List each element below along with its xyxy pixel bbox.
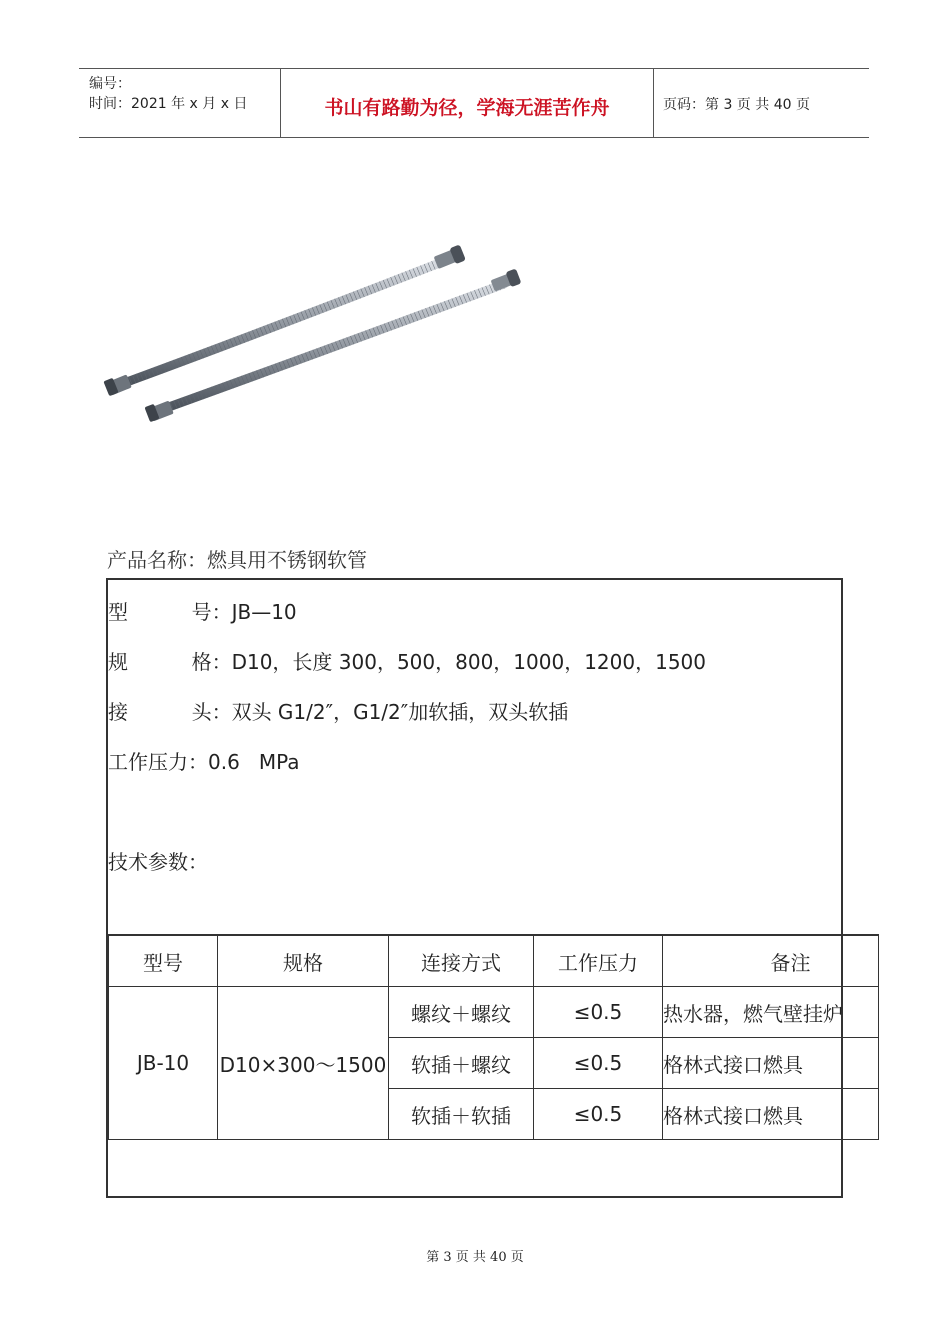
cell-pressure: ≤0.5: [534, 1089, 663, 1140]
product-photo-hoses: [100, 238, 530, 438]
number-label: 编号：: [89, 76, 131, 92]
cell-note: 热水器，燃气壁挂炉: [663, 987, 879, 1038]
header-page-cell: [653, 69, 869, 137]
header-cell-connection: 连接方式: [389, 935, 534, 987]
cell-model: JB-10: [109, 987, 218, 1140]
header-motto: 书山有路勤为径，学海无涯苦作舟: [324, 97, 610, 119]
header-meta: [79, 69, 280, 137]
cell-note: 格林式接口燃具: [663, 1038, 879, 1089]
cell-pressure: ≤0.5: [534, 1038, 663, 1089]
product-name: 产品名称：燃具用不锈钢软管: [107, 548, 367, 572]
header-cell-spec: 规格: [218, 935, 389, 987]
spec-pressure: 工作压力：0.6 MPa: [108, 750, 300, 774]
header-motto-cell: [280, 69, 654, 137]
spec-size: 规 格：D10，长度 300，500，800，1000，1200，1500: [108, 650, 706, 674]
spec-joint: 接 头：双头 G1/2″，G1/2″加软插，双头软插: [108, 700, 569, 724]
header-page-code: 页码：第 3 页 共 40 页: [663, 97, 810, 113]
spec-model: 型 号：JB—10: [108, 600, 297, 624]
header-cell-pressure: 工作压力: [534, 935, 663, 987]
table-row: [109, 987, 879, 1038]
cell-connection: 螺纹＋螺纹: [389, 987, 534, 1038]
tech-params-label: 技术参数：: [108, 850, 208, 874]
time-label: 时间：2021 年 x 月 x 日: [89, 96, 248, 112]
tech-params-table: [108, 934, 879, 1140]
cell-pressure: ≤0.5: [534, 987, 663, 1038]
header-cell-note: 备注: [663, 935, 879, 987]
hose-lower: [144, 268, 521, 422]
page-header: [79, 68, 869, 138]
header-cell-model: 型号: [109, 935, 218, 987]
table-header-row: [109, 935, 879, 987]
cell-note: 格林式接口燃具: [663, 1089, 879, 1140]
cell-connection: 软插＋螺纹: [389, 1038, 534, 1089]
cell-spec: D10×300～1500: [218, 987, 389, 1140]
page-footer: 第 3 页 共 40 页: [426, 1250, 524, 1265]
cell-connection: 软插＋软插: [389, 1089, 534, 1140]
